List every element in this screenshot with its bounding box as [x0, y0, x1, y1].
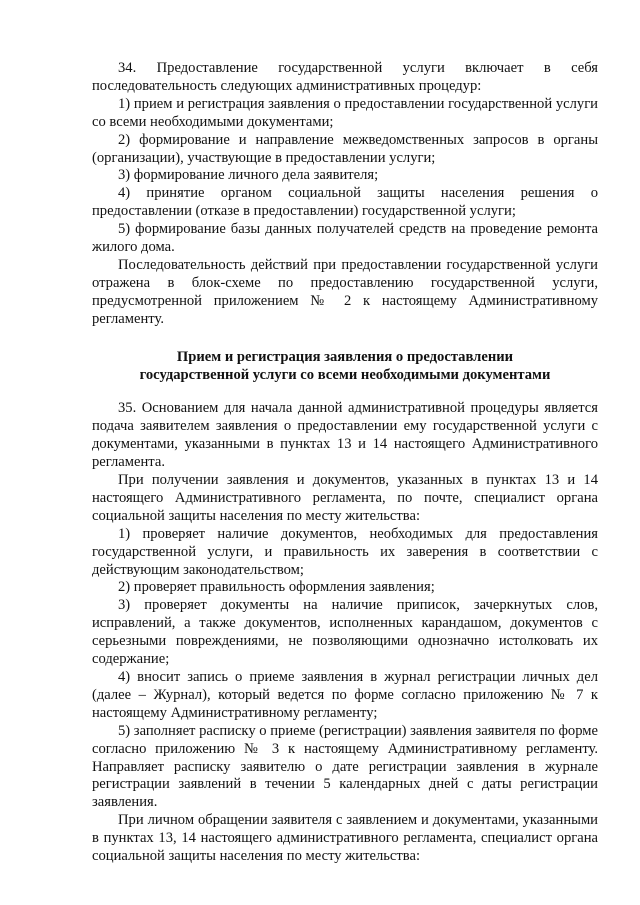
list-item: 1) прием и регистрация заявления о предоставлении государственной услуги со всеми необходимыми документами; — [92, 95, 598, 130]
paragraph-35: 35. Основанием для начала данной административной процедуры является подача заявителем заявления о предоставлении ему государственной услуги с документами, указанными в пунктах 13 и 14 настоящего Административного регламента. — [92, 400, 598, 471]
paragraph-sequence: Последовательность действий при предоставлении государственной услуги отражена в блок-схеме по предоставлению государственной услуги, предусмотренной приложением № 2 к настоящему Административному регламенту. — [92, 256, 598, 327]
list-item: 4) вносит запись о приеме заявления в журнал регистрации личных дел (далее – Журнал), который ведется по форме согласно приложению № 7 к настоящему Административному регламенту; — [92, 669, 598, 721]
list-item: 2) формирование и направление межведомственных запросов в органы (организации), участвующие в предоставлении услуги; — [92, 131, 598, 166]
list-item: 5) формирование базы данных получателей средств на проведение ремонта жилого дома. — [92, 221, 598, 256]
list-item: 3) проверяет документы на наличие приписок, зачеркнутых слов, исправлений, а также документов, исполненных карандашом, документов с серьезными повреждениями, не позволяющими однозначно истолковать их содержание; — [92, 597, 598, 668]
list-item: 2) проверяет правильность оформления заявления; — [118, 579, 435, 596]
section-heading — [92, 349, 598, 385]
paragraph-mail: При получении заявления и документов, указанных в пунктах 13 и 14 настоящего Административного регламента, по почте, специалист органа социальной защиты населения по месту жительства: — [92, 472, 598, 524]
list-item: 3) формирование личного дела заявителя; — [118, 167, 379, 184]
heading-line: Прием и регистрация заявления о предоставлении — [176, 348, 514, 365]
list-item: 4) принятие органом социальной защиты населения решения о предоставлении (отказе в предоставлении) государственной услуги; — [92, 185, 598, 220]
paragraph-personal: При личном обращении заявителя с заявлением и документами, указанными в пунктах 13, 14 настоящего административного регламента, специалист органа социальной защиты населения по месту жительства: — [92, 812, 598, 865]
paragraph-34: 34. Предоставление государственной услуги включает в себя последовательность следующих административных процедур: — [92, 60, 598, 94]
list-item: 1) проверяет наличие документов, необходимых для предоставления государственной услуги, и правильность их заверения в соответствии с действующим законодательством; — [92, 525, 598, 578]
list-item: 5) заполняет расписку о приеме (регистрации) заявления заявителя по форме согласно приложению № 3 к настоящему Административному регламенту. Направляет расписку заявителю о дате регистрации заявления в журнале регистрации заявлений в течении 5 календарных дней с даты регистрации заявления. — [92, 722, 598, 811]
heading-line: государственной услуги со всеми необходимыми документами — [139, 366, 551, 383]
document-body — [92, 60, 598, 866]
